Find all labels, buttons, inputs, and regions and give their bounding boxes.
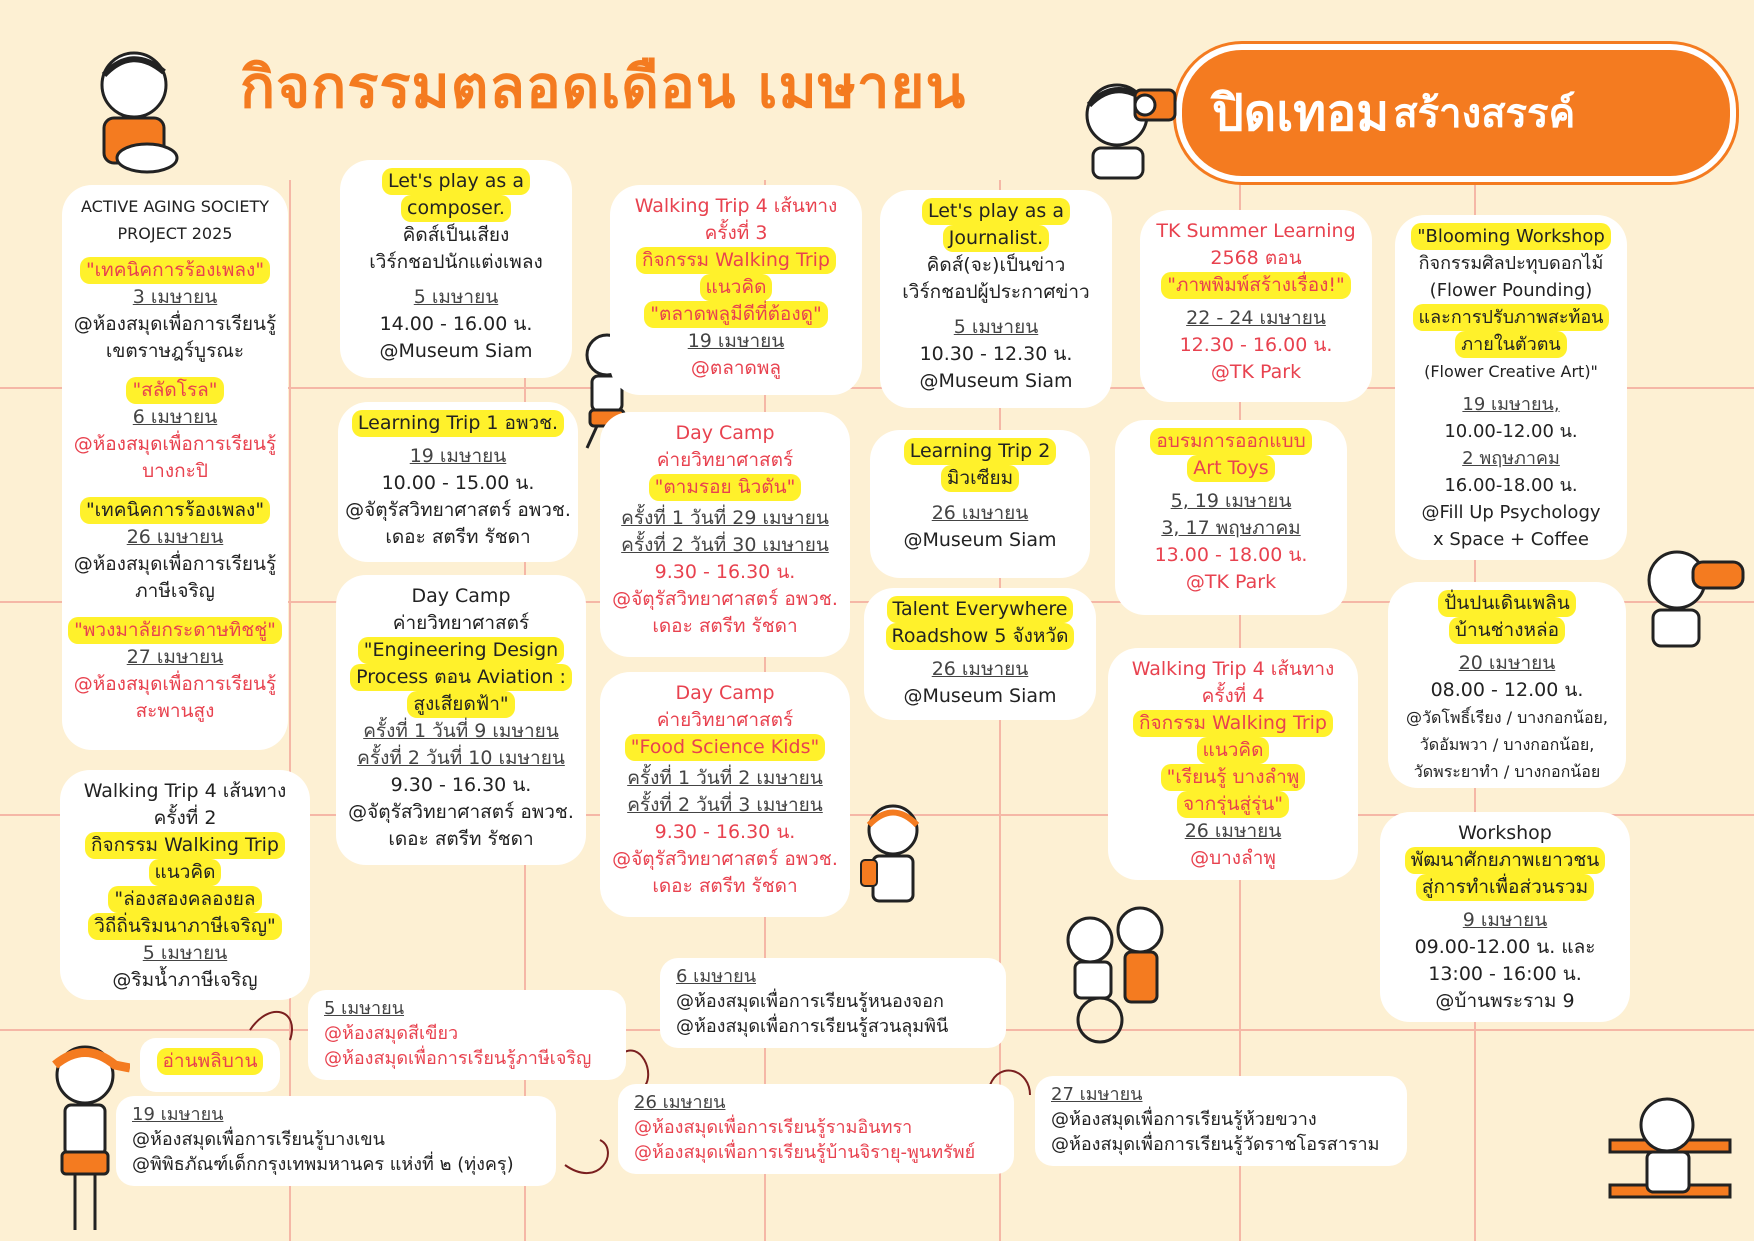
reading-stop-3 [660,958,1006,1048]
card-line: Walking Trip 4 เส้นทาง [634,195,838,217]
event-date: 5 เมษายน [324,998,405,1019]
card-pottery-walk [1388,582,1626,788]
event-location: วัดพระยาทำ / บางกอกน้อย [1413,762,1601,781]
event-time: 08.00 - 12.00 น. [1430,679,1584,701]
event-date: 19 เมษายน, [1462,394,1560,415]
event-location: @ห้องสมุดเพื่อการเรียนรู้บ้านจิรายุ-พูนทรัพย์ [634,1142,976,1163]
card-highlight: "Blooming Workshop [1411,223,1611,250]
reading-stop-4 [618,1084,1014,1174]
event-location: เดอะ สตรีท รัชดา [652,615,798,637]
event-location: @ห้องสมุดเพื่อการเรียนรู้ [73,673,277,695]
event-location: @บ้านพระราม 9 [1435,990,1575,1012]
card-line: ค่ายวิทยาศาสตร์ [392,612,530,634]
card-tk-summer [1140,210,1372,402]
event-date: 5 เมษายน [413,286,499,308]
event-location: @ห้องสมุดเพื่อการเรียนรู้วัดราชโอรสาราม [1051,1134,1380,1155]
event-round: ครั้งที่ 2 วันที่ 10 เมษายน [357,747,565,769]
card-line: Walking Trip 4 เส้นทาง [1131,658,1335,680]
card-line: Day Camp [675,682,775,704]
event-location: @จัตุรัสวิทยาศาสตร์ อพวช. [345,499,571,521]
card-youth-workshop [1380,812,1630,1022]
event-location: บางกะปิ [142,460,208,482]
card-line: TK Summer Learning [1156,220,1356,242]
card-highlight: จากรุ่นสู่รุ่น" [1177,791,1289,818]
event-date: 26 เมษายน [931,502,1029,524]
event-location: เขตราษฎร์บูรณะ [105,340,245,362]
card-highlight: แนวคิด [1197,737,1270,764]
card-composer [340,160,572,378]
event-title: "พวงมาลัยกระดาษทิชชู่" [68,617,282,644]
card-highlight: "เรียนรู้ บางลำพู [1161,764,1306,791]
card-highlight: กิจกรรม Walking Trip [636,247,836,274]
card-line: (Flower Pounding) [1429,280,1593,301]
event-location: x Space + Coffee [1433,529,1589,550]
event-location: @ตลาดพลู [690,357,782,379]
event-location: @ห้องสมุดเพื่อการเรียนรู้สวนลุมพินี [676,1016,949,1037]
event-date: 26 เมษายน [126,526,224,548]
card-line: ค่ายวิทยาศาสตร์ [656,709,794,731]
event-round: ครั้งที่ 2 วันที่ 3 เมษายน [627,794,823,816]
logo-bold-text: ปิดเทอม [1212,83,1390,142]
kid-with-camera-illustration [1075,70,1185,180]
card-blooming-workshop [1395,215,1627,560]
event-date: 3 เมษายน [132,286,218,308]
event-date: 5 เมษายน [142,942,228,964]
card-talent-everywhere [864,588,1096,720]
card-line: กิจกรรมศิลปะทุบดอกไม้ [1418,253,1604,274]
card-highlight: Journalist. [943,225,1049,252]
event-date: 2 พฤษภาคม [1462,448,1560,469]
card-active-aging [62,185,288,750]
card-line: คิดส์เป็นเสียง [402,224,510,246]
event-date: 19 เมษายน [687,330,785,352]
card-walking-trip-4 [1108,648,1358,880]
card-highlight: แนวคิด [700,274,773,301]
event-time: 13:00 - 16:00 น. [1428,963,1582,985]
card-highlight: "ตลาดพลูมีดีที่ต้องดู" [644,301,827,328]
event-date: 27 เมษายน [126,646,224,668]
card-highlight: Let's play as a [922,198,1070,225]
event-location: @ห้องสมุดเพื่อการเรียนรู้ [73,553,277,575]
card-highlight: มิวเซียม [941,465,1019,492]
event-location: @พิพิธภัณฑ์เด็กกรุงเทพมหานคร แห่งที่ ๒ (ทุ่งครุ) [132,1154,514,1175]
event-location: @บางลำพู [1190,847,1276,869]
event-date: 26 เมษายน [1184,820,1282,842]
event-location: @ริมน้ำภาษีเจริญ [112,969,258,991]
card-journalist [880,190,1112,408]
card-line: Workshop [1458,822,1552,844]
card-line: Walking Trip 4 เส้นทาง [83,780,287,802]
card-line: ครั้งที่ 4 [1201,685,1265,707]
card-highlight: อบรมการออกแบบ [1150,428,1311,455]
event-location: @ห้องสมุดเพื่อการเรียนรู้หนองจอก [676,991,944,1012]
card-highlight: Art Toys [1187,455,1274,482]
event-title: "เทคนิคการร้องเพลง" [80,497,270,524]
event-date: 26 เมษายน [931,658,1029,680]
event-time: 10.30 - 12.30 น. [919,343,1073,365]
card-day-camp-engineering [336,575,586,865]
event-location: @ห้องสมุดเพื่อการเรียนรู้ [73,313,277,335]
event-time: 10.00 - 15.00 น. [381,472,535,494]
card-line: ครั้งที่ 2 [153,807,217,829]
event-location: @ห้องสมุดเพื่อการเรียนรู้บางเขน [132,1129,385,1150]
page-title: กิจกรรมตลอดเดือน เมษายน [240,53,967,121]
card-highlight: ปั่นปนเดินเพลิน [1438,590,1576,617]
card-highlight: แนวคิด [149,859,222,886]
event-location: @Museum Siam [379,340,533,362]
event-round: ครั้งที่ 2 วันที่ 30 เมษายน [621,534,829,556]
card-highlight: "Food Science Kids" [625,734,825,761]
event-time: 9.30 - 16.30 น. [654,561,796,583]
card-highlight: "ล่องสองคลองยล [108,886,261,913]
card-line: ค่ายวิทยาศาสตร์ [656,449,794,471]
event-time: 12.30 - 16.00 น. [1179,334,1333,356]
card-highlight: วิถีถิ่นริมนาภาษีเจริญ" [88,913,282,940]
event-time: 9.30 - 16.30 น. [390,774,532,796]
event-location: @จัตุรัสวิทยาศาสตร์ อพวช. [612,588,838,610]
event-location: ภาษีเจริญ [135,580,215,602]
event-time: 09.00-12.00 น. และ [1414,936,1596,958]
card-line: 2568 ตอน [1210,247,1302,269]
reading-kid-illustration [1605,1090,1735,1225]
event-time: 13.00 - 18.00 น. [1154,544,1308,566]
event-time: 9.30 - 16.30 น. [654,821,796,843]
card-line: Day Camp [411,585,511,607]
wheelchair-grandparent-illustration [1055,900,1185,1050]
event-date: 9 เมษายน [1462,909,1548,931]
card-day-camp-food [600,672,850,917]
event-title: "เทคนิคการร้องเพลง" [80,257,270,284]
event-date: 19 เมษายน [409,445,507,467]
event-date: 20 เมษายน [1458,652,1556,674]
card-day-camp-newton [600,412,850,657]
card-highlight: Talent Everywhere [887,596,1074,623]
scientist-kid-illustration [853,800,923,910]
card-highlight: พัฒนาศักยภาพเยาวชน [1405,847,1606,874]
card-highlight: Learning Trip 1 อพวช. [352,410,564,437]
card-learning-trip-2 [870,430,1090,578]
event-location: @วัดโพธิ์เรียง / บางกอกน้อย, [1405,708,1609,727]
event-date: 5, 19 เมษายน [1170,490,1292,512]
event-location: @Museum Siam [903,685,1057,707]
event-location: @จัตุรัสวิทยาศาสตร์ อพวช. [612,848,838,870]
event-location: @ห้องสมุดเพื่อการเรียนรู้ภาษีเจริญ [324,1048,592,1069]
event-location: @TK Park [1185,571,1277,593]
card-line: เวิร์กชอปนักแต่งเพลง [369,251,543,273]
card-line: Day Camp [675,422,775,444]
card-learning-trip-1 [338,402,578,562]
event-location: วัดอัมพวา / บางกอกน้อย, [1419,735,1595,754]
event-date: 26 เมษายน [634,1092,726,1113]
event-location: @ห้องสมุดเพื่อการเรียนรู้ห้วยขวาง [1051,1109,1317,1130]
card-art-toys [1115,420,1347,615]
event-title: "สลัดโรล" [126,377,223,404]
card-highlight: "Engineering Design [358,637,564,664]
card-highlight: Process ตอน Aviation : [350,664,572,691]
event-location: @ห้องสมุดสีเขียว [324,1023,459,1044]
reading-label-card [140,1038,280,1092]
card-highlight: สู่การทำเพื่อส่วนรวม [1416,874,1594,901]
reading-label: อ่านพลิบาน [157,1048,264,1075]
card-line: (Flower Creative Art)" [1424,362,1598,381]
card-highlight: Learning Trip 2 [904,438,1057,465]
event-location: สะพานสูง [135,700,215,722]
event-location: @Fill Up Psychology [1421,502,1601,523]
event-date: 6 เมษายน [132,406,218,428]
event-date: 5 เมษายน [953,316,1039,338]
logo-light-text: สร้างสรรค์ [1393,91,1576,137]
event-date: 6 เมษายน [676,966,757,987]
event-round: ครั้งที่ 1 วันที่ 2 เมษายน [627,767,823,789]
card-highlight: กิจกรรม Walking Trip [85,832,285,859]
card-highlight: composer. [401,195,511,222]
event-location: @ห้องสมุดเพื่อการเรียนรู้รามอินทรา [634,1117,913,1138]
event-date: 27 เมษายน [1051,1084,1143,1105]
event-location: เดอะ สตรีท รัชดา [652,875,798,897]
event-date: 3, 17 พฤษภาคม [1161,517,1301,539]
event-location: @Museum Siam [903,529,1057,551]
card-line: เวิร์กชอปผู้ประกาศข่าว [902,281,1090,303]
event-location: เดอะ สตรีท รัชดา [388,828,534,850]
brand-logo [1182,50,1730,176]
card-highlight: บ้านช่างหล่อ [1449,617,1565,644]
event-date: 22 - 24 เมษายน [1186,307,1326,329]
event-location: @Museum Siam [919,370,1073,392]
card-walking-trip-3 [610,185,862,395]
card-highlight: ภายในตัวตน [1455,331,1566,358]
event-time: 16.00-18.00 น. [1444,475,1578,496]
card-walking-trip-2 [60,770,310,1000]
event-time: 14.00 - 16.00 น. [379,313,533,335]
event-round: ครั้งที่ 1 วันที่ 9 เมษายน [363,720,559,742]
event-date: 19 เมษายน [132,1104,224,1125]
project-name: ACTIVE AGING SOCIETY [81,197,269,216]
card-highlight: Let's play as a [382,168,530,195]
card-highlight: สูงเสียดฟ้า" [407,691,514,718]
reading-stop-5 [1035,1076,1407,1166]
card-highlight: "ตามรอย นิวตัน" [649,474,802,501]
event-location: @ห้องสมุดเพื่อการเรียนรู้ [73,433,277,455]
reading-stop-1 [308,990,626,1080]
card-highlight: และการปรับภาพสะท้อน [1413,304,1610,331]
event-time: 10.00-12.00 น. [1444,421,1578,442]
card-highlight: Roadshow 5 จังหวัด [886,623,1075,650]
chef-kid-illustration [82,40,192,180]
event-location: @TK Park [1210,361,1302,383]
project-year: PROJECT 2025 [117,224,233,243]
card-line: คิดส์(จะ)เป็นข่าว [926,254,1066,276]
card-highlight: กิจกรรม Walking Trip [1133,710,1333,737]
event-location: @จัตุรัสวิทยาศาสตร์ อพวช. [348,801,574,823]
card-highlight: "ภาพพิมพ์สร้างเรื่อง!" [1161,272,1351,299]
kid-with-binoculars-illustration [1635,540,1750,650]
card-line: ครั้งที่ 3 [704,222,768,244]
reading-stop-2 [116,1096,556,1186]
event-location: เดอะ สตรีท รัชดา [385,526,531,548]
event-round: ครั้งที่ 1 วันที่ 29 เมษายน [621,507,829,529]
